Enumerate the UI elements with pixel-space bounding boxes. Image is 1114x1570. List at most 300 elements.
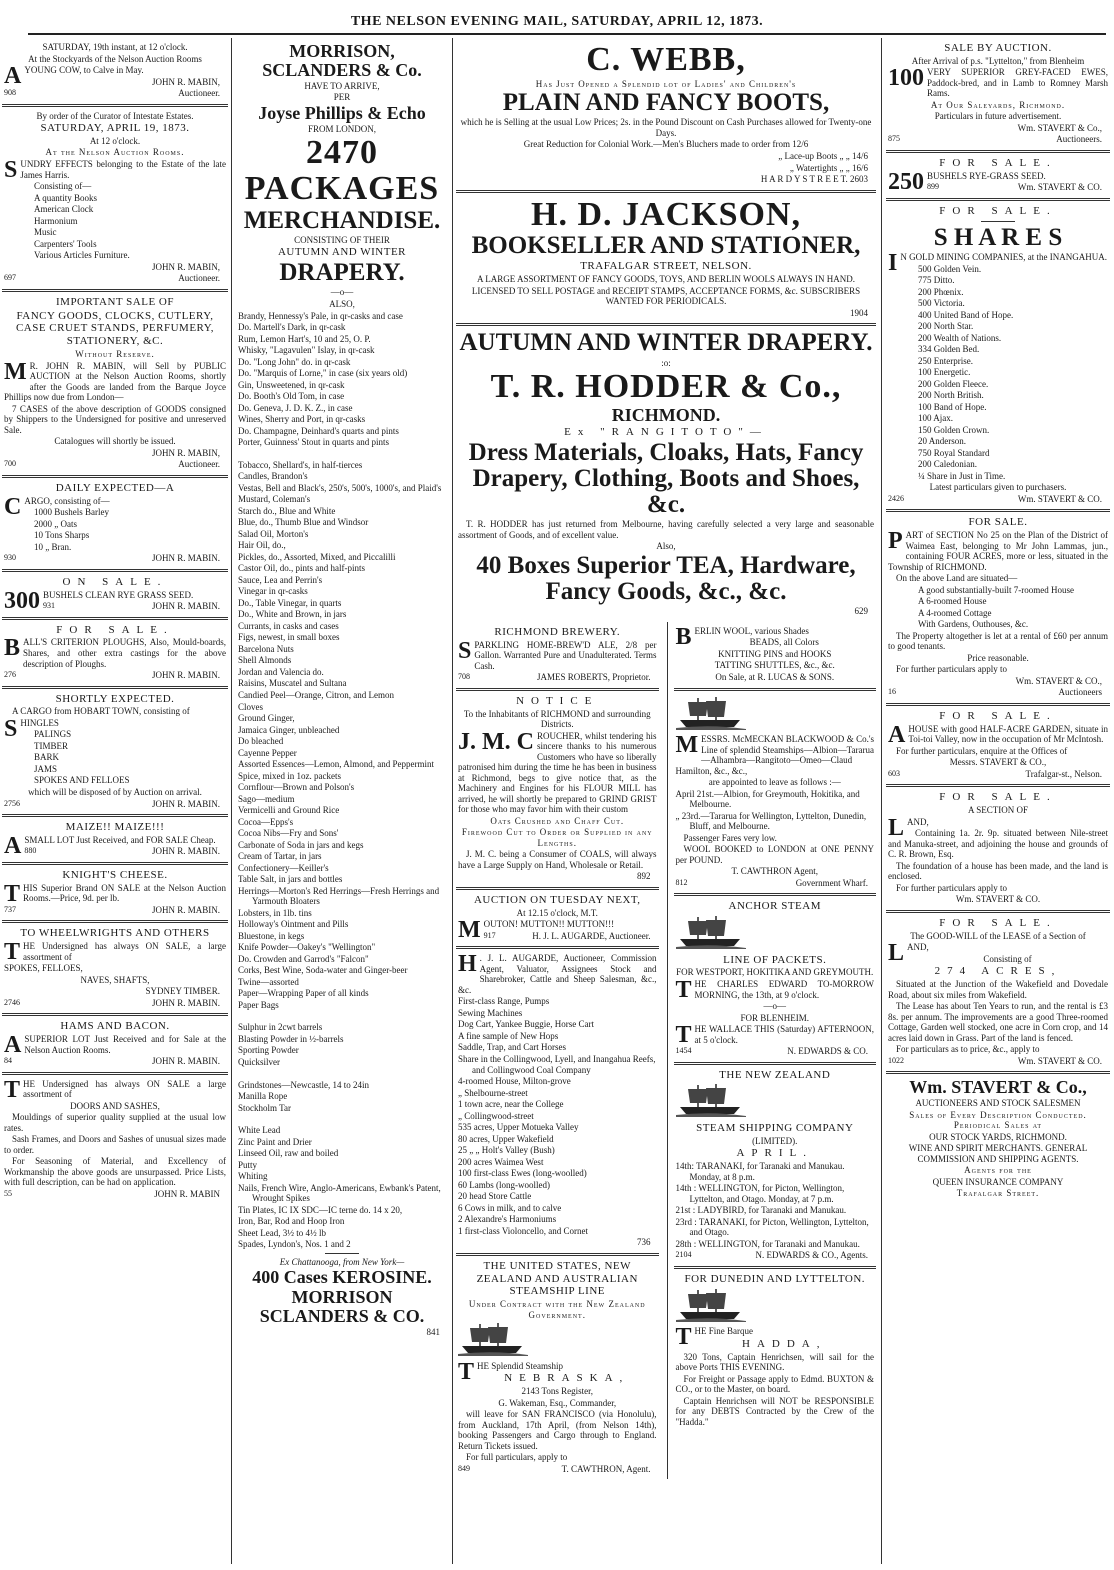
list-item: 21st : LADYBIRD, for Taranaki and Manukau.: [675, 1205, 847, 1216]
text-line: APRIL.: [736, 1147, 814, 1160]
advertiser-name: JOHN R. MABIN.: [151, 846, 220, 857]
text-line: J. M. C. being a Consumer of COALS, will always have a Large Supply on Hand, Wholesale or Retail.: [458, 849, 657, 870]
advertisement: [886, 512, 1110, 706]
drop-cap: 100: [888, 65, 924, 92]
list-item: Putty: [238, 1159, 258, 1170]
text-line: 40 Boxes Superior TEA, Hardware, Fancy Goods, &c., &c.: [476, 551, 856, 606]
drop-cap: T: [675, 1324, 692, 1351]
list-item: Do. Geneva, J. D. K. Z., in case: [238, 402, 353, 413]
list-item: 1000 Bushels Barley: [34, 507, 109, 518]
advertisement: [886, 706, 1110, 787]
list-item: Blasting Powder in ½-barrels: [238, 1033, 344, 1044]
text-line: Messrs. STAVERT & CO.,: [949, 757, 1047, 768]
list-item: 500 Victoria.: [918, 298, 965, 309]
signature-line: [676, 878, 875, 889]
text-line: Joyse Phillips & Echo: [258, 102, 426, 123]
list-item: 2000 „ Oats: [34, 518, 77, 529]
paragraph-text: N GOLD MINING COMPANIES, at the INANGAHUA.: [900, 251, 1108, 262]
signature-line: [458, 174, 874, 185]
drop-cap: A: [888, 721, 906, 748]
advertiser-name: JOHN R. MABIN.: [151, 997, 220, 1008]
text-line: Also,: [656, 541, 676, 552]
list-item: Ground Ginger,: [238, 713, 295, 724]
advertisement: [886, 1074, 1110, 1204]
paragraph-text: YOUNG COW, to Calve in May.: [24, 65, 144, 76]
list-item: Hair Oil, do.,: [238, 540, 286, 551]
column-4: [886, 38, 1110, 1566]
list-item: Do. Champagne, Deinhard's quarts and pints: [238, 425, 399, 436]
advertiser-name: Auctioneer.: [178, 273, 220, 284]
paragraph-text: HE CHARLES EDWARD TO-MORROW MORNING, the 13th, at 9 o'clock.: [694, 978, 874, 1000]
advertiser-name: N. EDWARDS & CO., Agents.: [755, 1250, 868, 1261]
list-item: „ 23rd.—Tararua for Wellington, Lyttelton, Dunedin, Bluff, and Melbourne.: [675, 810, 867, 832]
list-item: Cayenne Pepper: [238, 747, 297, 758]
list-item: Blue, do., Thumb Blue and Windsor: [238, 517, 369, 528]
signature-line: [24, 846, 226, 857]
list-item: Sauce, Lea and Perrin's: [238, 574, 323, 585]
list-item: Carbonate of Soda in jars and kegs: [238, 839, 364, 850]
text-line: Has Just Opened a Splendid lot of Ladies' and Children's: [535, 78, 797, 89]
list-item: 400 United Band of Hope.: [918, 309, 1014, 320]
advertisement: [2, 689, 228, 818]
list-item: 200 North British.: [918, 390, 984, 401]
text-line: FOR DUNEDIN AND LYTTELTON.: [684, 1272, 866, 1285]
ship-icon: [676, 696, 875, 733]
list-item: Assorted Essences—Lemon, Almond, and Peppermint: [238, 759, 434, 770]
text-line: For particulars as to price, &c., apply to: [896, 1044, 1040, 1055]
ad-number: 899: [927, 182, 939, 192]
advertisement: [2, 572, 228, 620]
text-line: —o—: [763, 1001, 786, 1012]
list-item: Porter, Guinness' Stout in quarts and pints: [238, 437, 390, 448]
text-line: HAVE TO ARRIVE,: [304, 80, 380, 91]
list-item: Quicksilver: [238, 1056, 280, 1067]
ad-number: 737: [4, 904, 16, 914]
advertiser-name: JOHN R. MABIN.: [151, 904, 220, 915]
drop-cap: M: [4, 358, 27, 385]
ad-number: 875: [888, 134, 900, 144]
text-line: For further particulars apply to: [896, 882, 1007, 893]
paragraph-text: R. JOHN R. MABIN, will Sell by PUBLIC AUCTION at the Nelson Auction Rooms, shortly after the Goods are landed from the Barque Joyce Phillips now due from London—: [4, 360, 226, 403]
advertiser-name: JOHN R. MABIN.: [151, 670, 220, 681]
ad-number: 931: [43, 601, 55, 611]
list-item: Consisting of—: [34, 181, 92, 192]
text-line: which he is Selling at the usual Low Prices; 2s. in the Pound Discount on Cash Purchases allowed for Twenty-one Days.: [460, 117, 872, 138]
ad-number: 2426: [888, 493, 904, 503]
ad-number: 700: [4, 459, 16, 469]
list-item: 200 North Star.: [918, 321, 974, 332]
list-item: 750 Royal Standard: [918, 447, 990, 458]
list-item: Holloway's Ointment and Pills: [238, 919, 349, 930]
ad-number: 2104: [675, 1250, 692, 1260]
text-line: At the Stockyards of the Nelson Auction Rooms: [28, 53, 202, 64]
text-line: 320 Tons, Captain Henrichsen, will sail for the above Ports THIS EVENING.: [675, 1351, 874, 1373]
text-line: ANCHOR STEAM: [728, 900, 821, 913]
drop-cap-paragraph: [458, 728, 657, 815]
text-line: FROM LONDON,: [307, 123, 376, 134]
paragraph-text: SUPERIOR LOT Just Received and for Sale at the Nelson Auction Rooms.: [24, 1034, 226, 1055]
text-line: RICHMOND BREWERY.: [494, 625, 621, 638]
column-3: [456, 38, 876, 1566]
text-line: NAVES, SHAFTS,: [80, 974, 150, 985]
text-line: T. R. HODDER has just returned from Melbourne, having carefully selected a very large and seasonable assortment of Goods, and of excellent value.: [458, 519, 874, 540]
signature-line: [4, 799, 226, 810]
text-line: LINE OF PACKETS.: [723, 953, 827, 966]
text-line: CONSISTING OF THEIR: [294, 234, 390, 245]
list-item: A 6-roomed House: [918, 596, 987, 607]
paragraph-text: UNDRY EFFECTS belonging to the Estate of the late James Harris.: [20, 158, 226, 180]
list-item: Tin Plates, IC IX SDC—IC terne do. 14 x 20,: [238, 1204, 403, 1215]
paragraph-text: HE WALLACE THIS (Saturday) AFTERNOON, at 5 o'clock.: [694, 1024, 874, 1045]
list-item: Do bleached: [238, 736, 284, 747]
paragraph-text: HE Fine Barque: [694, 1326, 754, 1337]
signature-line: [676, 1250, 875, 1261]
drop-cap: T: [4, 880, 21, 907]
list-item: Harmonium: [34, 215, 78, 226]
text-line: JOHN R. MABIN,: [151, 261, 220, 272]
text-line: For Seasoning of Material, and Excellency of Workmanship the above goods are unsurpassed. Price Lists, with full description, can be had on application.: [4, 1156, 226, 1188]
text-line: To the Inhabitants of RICHMOND and surrounding Districts.: [463, 708, 651, 730]
advertisement: [2, 478, 228, 572]
text-line: FOR SALE.: [56, 623, 174, 636]
spacer: [238, 1069, 446, 1079]
list-item: Sago—medium: [238, 793, 295, 804]
text-line: BEADS, all Colors: [749, 637, 819, 648]
text-line: MAIZE!! MAIZE!!!: [65, 821, 165, 834]
drop-cap: 250: [888, 168, 924, 195]
text-line: Containing 1a. 2r. 9p. situated between Nile-street and Manuka-street, and adjoining the house and grounds of C. R. Brown, Esq.: [888, 828, 1108, 860]
text-line: For full particulars, apply to: [466, 1452, 568, 1463]
list-item: PALINGS: [34, 729, 72, 740]
text-line: At the Nelson Auction Rooms.: [45, 147, 185, 158]
signature-line: [4, 905, 226, 916]
advertisement: [456, 326, 876, 622]
text-line: „ Watertights „ „ 16/6: [789, 162, 868, 173]
list-item: Do. Booth's Old Tom, in case: [238, 391, 345, 402]
paragraph-text: BUSHELS RYE-GRASS SEED.: [927, 170, 1046, 181]
list-item: Do. Crowden and Garrod's "Falcon": [238, 953, 369, 964]
text-line: 7 CASES of the above description of GOODS consigned by Shippers to the Undersigned for positive and unreserved Sale.: [4, 403, 226, 435]
signature-line: [458, 672, 657, 683]
signature-line: [888, 687, 1108, 698]
column-3b: [667, 622, 877, 1479]
advertisement: [886, 787, 1110, 913]
drop-cap: S: [4, 715, 18, 742]
list-item: Bluestone, in kegs: [238, 930, 305, 941]
list-item: 4-roomed House, Milton-grove: [458, 1076, 571, 1087]
drop-cap-paragraph: [676, 734, 875, 776]
paragraph-text: ERLIN WOOL, various Shades: [694, 625, 809, 636]
advertisement: [2, 620, 228, 689]
text-line: SYDNEY TIMBER.: [145, 986, 220, 997]
list-item: Nails, French Wire, Anglo-Americans, Ewbank's Patent, Wrought Spikes: [238, 1182, 441, 1204]
text-line: DRAPERY.: [279, 259, 405, 287]
text-line: T. R. HODDER & Co.,: [490, 368, 842, 406]
list-item: Do. "Long John" do. in qr-cask: [238, 356, 351, 367]
list-item: Do., Table Vinegar, in quarts: [238, 597, 342, 608]
column-3a: [456, 622, 659, 1479]
column-1: [2, 38, 228, 1566]
advertisement: [886, 38, 1110, 153]
text-line: 892: [637, 871, 651, 882]
advertiser-name: T. CAWTHRON, Agent.: [561, 1463, 651, 1474]
paragraph-text: HE Splendid Steamship: [477, 1360, 564, 1371]
list-item: Salad Oil, Morton's: [238, 528, 309, 539]
text-line: SHORTLY EXPECTED.: [55, 692, 175, 705]
text-line: Oats Crushed and Chaff Cut.: [490, 815, 625, 826]
list-item: Iron, Bar, Rod and Hoop Iron: [238, 1216, 345, 1227]
list-item: 100 Band of Hope.: [918, 401, 987, 412]
text-line: Price reasonable.: [967, 652, 1029, 663]
list-item: Candles, Brandon's: [238, 471, 308, 482]
column-3-subcolumns: [456, 622, 876, 1479]
list-item: Shell Almonds: [238, 655, 292, 666]
list-item: Barcelona Nuts: [238, 643, 294, 654]
paragraph-text: HINGLES: [20, 717, 59, 728]
list-item: Paper—Wrapping Paper of all kinds: [238, 988, 369, 999]
list-item: Lobsters, in 1lb. tins: [238, 907, 312, 918]
advertiser-name: JOHN R. MABIN.: [151, 601, 220, 612]
list-item: Jordan and Valencia do.: [238, 666, 324, 677]
text-line: FOR SALE.: [939, 791, 1057, 804]
text-line: PER: [333, 92, 351, 103]
text-line: Sales of Every Description Conducted. Periodical Sales at: [909, 1109, 1087, 1131]
list-item: April 21st.—Albion, for Greymouth, Hokitika, and Melbourne.: [675, 788, 860, 810]
drop-cap: T: [458, 1358, 475, 1385]
advertisement: [2, 923, 228, 1016]
drop-cap-paragraph: [4, 1032, 226, 1059]
text-line: A LARGE ASSORTMENT OF FANCY GOODS, TOYS, AND BERLIN WOOLS ALWAYS IN HAND.: [476, 274, 856, 285]
text-line: JOHN R. MABIN,: [151, 76, 220, 87]
advertisement: [456, 1256, 659, 1480]
text-line: TO WHEELWRIGHTS AND OTHERS: [20, 927, 210, 940]
text-line: BOOKSELLER AND STATIONER,: [471, 232, 861, 260]
text-line: THE UNITED STATES, NEW ZEALAND AND AUSTRALIAN STEAMSHIP LINE: [476, 1259, 638, 1298]
signature-line: [4, 998, 226, 1009]
paragraph-text: ALL'S CRITERION PLOUGHS, Also, Mould-boards, Shares, and other extra castings for the above description of Ploughs.: [23, 637, 226, 669]
text-line: „ Lace-up Boots „ „ 14/6: [778, 151, 868, 161]
text-line: MERCHANDISE.: [243, 206, 441, 234]
list-item: Rum, Lemon Hart's, 10 and 25, O. P.: [238, 333, 371, 344]
list-item: White Lead: [238, 1125, 281, 1136]
text-line: TATTING SHUTTLES, &c., &c.: [714, 660, 835, 671]
list-item: Raisins, Muscatel and Sultana: [238, 678, 347, 689]
drop-cap: T: [4, 1076, 21, 1103]
list-item: Manilla Rope: [238, 1091, 288, 1102]
paragraph-text: ARGO, consisting of—: [24, 495, 110, 506]
drop-cap-paragraph: [888, 67, 1108, 99]
list-item: Knife Powder—Oakey's "Wellington": [238, 942, 376, 953]
text-line: Captain Henrichsen will NOT be RESPONSIBLE for any DEBTS Contracted by the Crew of the "Hadda.": [675, 1395, 874, 1427]
signature-line: [4, 88, 226, 99]
drop-cap-paragraph: [4, 880, 226, 907]
list-item: 200 Phœnix.: [918, 286, 964, 297]
list-item: Cocoa—Epps's: [238, 816, 294, 827]
list-item: Starch do., Blue and White: [238, 505, 336, 516]
text-line: 736: [637, 1237, 651, 1248]
text-line: KNIGHT'S CHEESE.: [62, 868, 168, 881]
list-item: Vermicelli and Ground Rice: [238, 805, 340, 816]
text-line: SATURDAY, 19th instant, at 12 o'clock.: [42, 42, 188, 52]
list-item: 334 Golden Bed.: [918, 344, 980, 355]
text-line: H. D. JACKSON,: [531, 195, 801, 233]
text-line: DOORS AND SASHES,: [70, 1100, 160, 1111]
drop-cap: P: [888, 528, 903, 555]
drop-cap-paragraph: [675, 976, 875, 1003]
drop-cap: 300: [4, 587, 40, 614]
list-item: 200 Wealth of Nations.: [918, 332, 1002, 343]
list-item: Music: [34, 227, 57, 238]
list-item: Vinegar in qr-casks: [238, 586, 308, 597]
text-line: ALSO,: [329, 298, 355, 309]
text-line: FOR WESTPORT, HOKITIKA AND GREYMOUTH.: [676, 967, 874, 978]
list-item: Spades, Lyndon's, Nos. 1 and 2: [238, 1239, 351, 1250]
drop-cap: C: [4, 493, 22, 520]
signature-line: [458, 1464, 657, 1475]
advertisement: [2, 865, 228, 923]
list-item: Figs, newest, in small boxes: [238, 632, 340, 643]
list-item: Linseed Oil, raw and boiled: [238, 1148, 339, 1159]
signature-line: [888, 134, 1108, 145]
text-line: LICENSED TO SELL POSTAGE and RECEIPT STAMPS, ACCEPTANCE FORMS, &c. SUBSCRIBERS WANTED FOR PERIODICALS.: [471, 285, 861, 307]
list-item: „ Collingwood-street: [458, 1110, 534, 1121]
ship-icon: [676, 1083, 875, 1120]
list-item: Share in the Collingwood, Lyell, and Inangahua Reefs, and Collingwood Coal Company: [458, 1054, 656, 1075]
paragraph-text: HIS Superior Brand ON SALE at the Nelson Auction Rooms.—Price, 9d. per lb.: [23, 882, 226, 904]
advertisement: [886, 913, 1110, 1074]
text-line: THE NEW ZEALAND: [719, 1068, 831, 1081]
list-item: Various Articles Furniture.: [34, 250, 130, 261]
list-item: Whiting: [238, 1171, 268, 1182]
text-line: FOR SALE.: [939, 156, 1057, 169]
advertisement: [2, 1016, 228, 1074]
drop-cap-paragraph: [4, 1076, 226, 1103]
list-item: Sulphur in 2cwt barrels: [238, 1022, 323, 1033]
drop-cap: S: [458, 637, 472, 664]
list-item: Sheet Lead, 3½ to 4½ lb: [238, 1227, 326, 1238]
text-line: 629: [854, 606, 868, 617]
text-line: S H A R E S: [933, 223, 1063, 251]
text-line: ON SALE.: [62, 575, 168, 588]
list-item: Grindstones—Newcastle, 14 to 24in: [238, 1079, 369, 1090]
drop-cap-paragraph: [888, 814, 1108, 841]
list-item: A quantity Books: [34, 192, 98, 203]
ad-number: 1454: [675, 1046, 692, 1056]
list-item: Corks, Best Wine, Soda-water and Ginger-beer: [238, 965, 408, 976]
list-item: 25 „ „ Holt's Valley (Bush): [458, 1145, 555, 1156]
list-item: Table Salt, in jars and bottles: [238, 874, 343, 885]
advertisement: [456, 622, 659, 691]
list-item: Spice, mixed in 1oz. packets: [238, 770, 341, 781]
drop-cap: B: [675, 623, 692, 650]
paragraph-text: ROUCHER, whilst tendering his sincere thanks to his numerous Customers who have so liberally patronised him during the time he has been in business at Richmond, begs to give notice that, as the Machinery and Engines for his FLOUR MILL has arrived, he will shortly be prepared to GRIND GRIST for those who may favor him with their custom: [458, 730, 657, 815]
spacer: [238, 449, 446, 459]
list-item: Whisky, "Lagavulen" Islay, in qr-cask: [238, 345, 375, 356]
paragraph-text: ESSRS. McMECKAN BLACKWOOD & Co.'s Line of splendid Steamships—Albion—Tararua—Alhambra—Rangitoto—Omeo—Claud Hamilton, &c., &c.,: [675, 734, 874, 776]
drop-cap: T: [675, 976, 692, 1003]
list-item: Castor Oil, do., pints and half-pints: [238, 563, 365, 574]
paragraph-text: ART of SECTION No 25 on the Plan of the District of Waimea East, belonging to Mr John Lammas, jun., containing FOUR ACRES, more or less, situated in the Township of RICHMOND.: [888, 530, 1108, 572]
text-line: JOHN R. MABIN,: [151, 447, 220, 458]
text-line: Trafalgar Street.: [956, 1188, 1040, 1199]
paragraph-text: AND,: [907, 816, 929, 827]
drop-cap-paragraph: [888, 721, 1108, 748]
drop-cap: S: [4, 156, 18, 183]
advertiser-name: JAMES ROBERTS, Proprietor.: [537, 672, 651, 683]
ad-number: 2746: [4, 997, 20, 1007]
list-item: 535 acres, Upper Motueka Valley: [458, 1122, 579, 1133]
list-item: Currants, in casks and cases: [238, 620, 339, 631]
advertiser-name: Government Wharf.: [795, 877, 868, 888]
list-item: A good substantially-built 7-roomed House: [918, 584, 1074, 595]
advertiser-name: Wm. STAVERT & CO.: [1017, 493, 1102, 504]
advertisement: [2, 38, 228, 107]
ad-number: 2756: [4, 798, 20, 808]
list-item: 60 Lambs (long-woolled): [458, 1179, 550, 1190]
advertiser-name: JOHN R. MABIN.: [151, 553, 220, 564]
drop-cap-paragraph: [675, 1022, 875, 1049]
text-line: Situated at the Junction of the Wakefield and Dovedale Road, about six miles from Wakefield.: [888, 979, 1108, 1000]
list-item: 20 Anderson.: [918, 436, 966, 447]
text-line: For further particulars, enquire at the Offices of: [896, 745, 1068, 756]
column-divider: [881, 38, 882, 1564]
paragraph-text: AND,: [907, 942, 929, 953]
text-line: FOR SALE.: [939, 204, 1057, 217]
column-2: [236, 38, 448, 1566]
advertiser-name: Auctioneers: [1058, 687, 1102, 698]
advertisement: [2, 107, 228, 292]
list-item: Wines, Sherry and Port, in qr-casks: [238, 414, 366, 425]
text-line: SALE BY AUCTION.: [944, 42, 1052, 54]
list-item: 200 acres Waimea West: [458, 1156, 544, 1167]
text-line: :o:: [661, 357, 671, 368]
advertisement: [236, 38, 448, 1342]
advertisement: [456, 890, 659, 949]
ad-number: 1022: [888, 1055, 904, 1065]
signature-line: [676, 1046, 875, 1057]
spacer: [238, 1011, 446, 1021]
list-item: Confectionery—Keiller's: [238, 862, 329, 873]
signature-line: [888, 494, 1108, 505]
list-item: BARK: [34, 752, 60, 763]
list-item: Saddle, Trap, and Cart Horses: [458, 1042, 566, 1053]
text-line: AUCTIONEERS AND STOCK SALESMEN: [915, 1098, 1081, 1109]
list-item: Gin, Unsweetened, in qr-cask: [238, 379, 345, 390]
advertiser-name: Auctioneer.: [178, 88, 220, 99]
advertisement: [674, 1269, 877, 1432]
signature-line: [4, 1189, 226, 1200]
text-line: Wm. STAVERT & CO.: [955, 894, 1041, 905]
drop-cap: L: [888, 814, 905, 841]
text-line: NEBRASKA,: [504, 1372, 630, 1385]
drop-cap: J. M. C: [458, 728, 534, 755]
text-line: Consisting of: [983, 953, 1032, 964]
drop-cap: A: [4, 63, 22, 90]
list-item: 775 Ditto.: [918, 275, 955, 286]
ad-number: 708: [458, 672, 470, 682]
text-line: WINE AND SPIRIT MERCHANTS. GENERAL COMMISSION AND SHIPPING AGENTS.: [908, 1143, 1088, 1164]
masthead-rule: [28, 33, 1106, 35]
signature-line: [888, 1056, 1108, 1067]
list-item: 10 „ Bran.: [34, 541, 72, 552]
advertiser-name: Trafalgar-st., Nelson.: [1025, 768, 1102, 779]
drop-cap: I: [888, 249, 898, 276]
advertiser-name: Auctioneers.: [1056, 134, 1102, 145]
text-line: Passenger Fares very low.: [683, 832, 777, 843]
text-line: Agents for the: [964, 1165, 1032, 1176]
list-item: „ Shelbourne-street: [458, 1087, 528, 1098]
list-item: Sporting Powder: [238, 1045, 299, 1056]
